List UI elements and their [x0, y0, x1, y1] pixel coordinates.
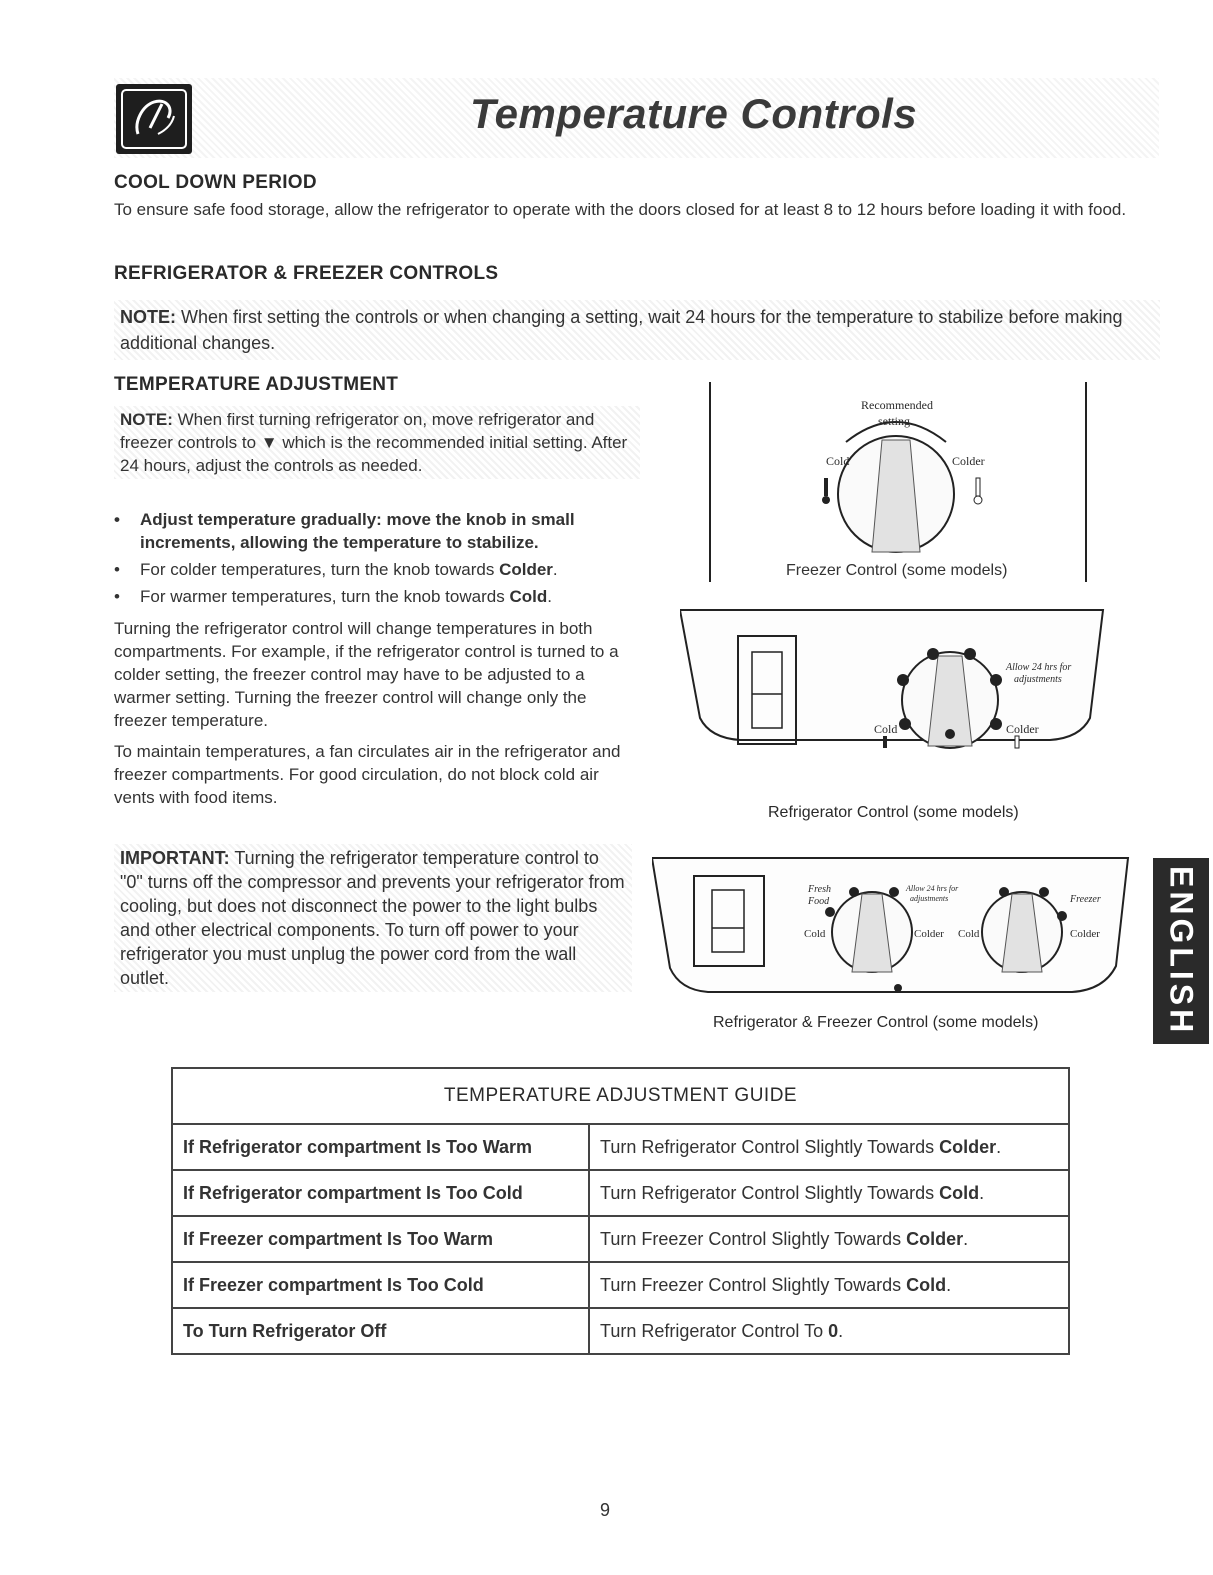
table-row — [172, 1124, 1069, 1170]
table-row — [172, 1308, 1069, 1354]
note-label: NOTE: — [120, 307, 176, 327]
note-label: NOTE: — [120, 410, 173, 429]
cold-label: Cold — [826, 454, 850, 468]
action-cell — [589, 1124, 1069, 1170]
action-cell — [589, 1308, 1069, 1354]
table-row — [172, 1262, 1069, 1308]
condition-cell: To Turn Refrigerator Off — [172, 1308, 589, 1354]
recommended-setting-icon: ▼ — [260, 433, 278, 452]
thermometer-icon — [116, 84, 192, 154]
action-text: Turn Freezer Control Slightly Towards — [600, 1228, 907, 1249]
table-row — [172, 1170, 1069, 1216]
recommended-label: Recommended — [861, 398, 933, 412]
colder-label: Colder — [1006, 722, 1039, 736]
freezer-control-caption: Freezer Control (some models) — [786, 562, 1008, 579]
refrigerator-control-diagram — [680, 608, 1105, 821]
action-end: . — [946, 1274, 952, 1295]
bullet-text: For colder temperatures, turn the knob towards — [140, 560, 500, 579]
language-tab-label: ENGLISH — [1163, 865, 1200, 1037]
adjustment-note — [114, 406, 640, 479]
condition-cell: If Refrigerator compartment Is Too Warm — [172, 1124, 589, 1170]
refrigerator-freezer-control-diagram — [652, 856, 1130, 1046]
colder-label: Colder — [914, 928, 944, 940]
action-bold: Cold — [906, 1274, 947, 1295]
action-bold: Cold — [939, 1182, 980, 1203]
bullet-period: . — [552, 560, 558, 579]
action-text: Turn Refrigerator Control Slightly Towards — [600, 1136, 940, 1157]
important-notice — [114, 844, 632, 992]
allow-hours-label: Allow 24 hrs for — [1006, 662, 1072, 673]
action-text: Turn Refrigerator Control To — [600, 1320, 829, 1341]
action-bold: Colder — [939, 1136, 997, 1157]
cool-down-heading: COOL DOWN PERIOD — [114, 172, 317, 193]
action-cell — [589, 1216, 1069, 1262]
table-header-row — [172, 1068, 1069, 1124]
adjustments-label: adjustments — [910, 894, 949, 903]
language-tab — [1153, 858, 1209, 1044]
page-title: Temperature Controls — [470, 90, 918, 137]
cold-label: Cold — [804, 928, 826, 940]
freezer-label: Freezer — [1070, 894, 1101, 905]
cool-down-text: To ensure safe food storage, allow the refrigerator to operate with the doors closed for at least 8 to 12 hours before loading it with food. — [114, 200, 1127, 219]
allow-hours-label: Allow 24 hrs for — [906, 884, 959, 893]
table-row — [172, 1216, 1069, 1262]
bullet-bold: Cold — [509, 587, 548, 606]
adjustment-heading: TEMPERATURE ADJUSTMENT — [114, 374, 399, 395]
action-end: . — [996, 1136, 1002, 1157]
action-cell — [589, 1170, 1069, 1216]
bullet-bold: Colder — [499, 560, 553, 579]
cold-label: Cold — [874, 722, 898, 736]
note-text: When first setting the controls or when changing a setting, wait 24 hours for the temperature to stabilize before making additional changes. — [120, 307, 1123, 353]
bullet-period: . — [547, 587, 552, 606]
condition-cell: If Refrigerator compartment Is Too Cold — [172, 1170, 589, 1216]
note-text: which is the recommended initial setting. After 24 hours, adjust the controls as needed. — [120, 433, 628, 475]
controls-note — [114, 300, 1160, 360]
action-text: Turn Refrigerator Control Slightly Towards — [600, 1182, 940, 1203]
important-label: IMPORTANT: — [120, 848, 230, 868]
list-item — [114, 585, 634, 608]
food-label: Food — [808, 896, 830, 907]
action-bold: 0 — [828, 1320, 839, 1341]
adjustment-paragraph-2: To maintain temperatures, a fan circulates air in the refrigerator and freezer compartments. For good circulation, do not block cold air vents with food items. — [114, 742, 621, 807]
controls-heading: REFRIGERATOR & FREEZER CONTROLS — [114, 263, 499, 284]
list-item — [114, 558, 634, 581]
note-text: When first turning refrigerator on, move refrigerator and freezer controls to — [120, 410, 595, 452]
refrigerator-freezer-control-caption: Refrigerator & Freezer Control (some models) — [713, 1014, 1039, 1031]
action-end: . — [838, 1320, 844, 1341]
list-item — [114, 508, 634, 554]
adjustment-paragraph-1: Turning the refrigerator control will change temperatures in both compartments. For example, if the refrigerator control is turned to a colder setting, the freezer control may have to be adjusted to a warmer setting. Turning the freezer control will change only the freezer temperature. — [114, 619, 619, 730]
action-bold: Colder — [906, 1228, 964, 1249]
action-end: . — [979, 1182, 985, 1203]
adjustment-guide-table — [171, 1067, 1070, 1355]
colder-label: Colder — [1070, 928, 1100, 940]
condition-cell: If Freezer compartment Is Too Warm — [172, 1216, 589, 1262]
freezer-control-diagram — [706, 382, 1088, 582]
bullet-text: For warmer temperatures, turn the knob towards — [140, 587, 510, 606]
setting-label: setting — [878, 414, 910, 428]
table-title: TEMPERATURE ADJUSTMENT GUIDE — [172, 1068, 1069, 1124]
fresh-label: Fresh — [808, 884, 831, 895]
colder-label: Colder — [952, 454, 985, 468]
page-number: 9 — [600, 1500, 611, 1520]
adjustments-label: adjustments — [1014, 674, 1062, 685]
important-text: Turning the refrigerator temperature control to "0" turns off the compressor and prevents your refrigerator from cooling, but does not disconnect the power to the light bulbs and other electrical components. To turn off power to your refrigerator you must unplug the power cord from the wall outlet. — [120, 848, 625, 988]
bullet-text: Adjust temperature gradually: move the knob in small increments, allowing the temperature to stabilize. — [140, 510, 575, 552]
condition-cell: If Freezer compartment Is Too Cold — [172, 1262, 589, 1308]
refrigerator-control-caption: Refrigerator Control (some models) — [768, 804, 1019, 821]
adjustment-bullets — [114, 508, 634, 612]
action-cell — [589, 1262, 1069, 1308]
action-text: Turn Freezer Control Slightly Towards — [600, 1274, 907, 1295]
cold-label: Cold — [958, 928, 980, 940]
action-end: . — [963, 1228, 969, 1249]
